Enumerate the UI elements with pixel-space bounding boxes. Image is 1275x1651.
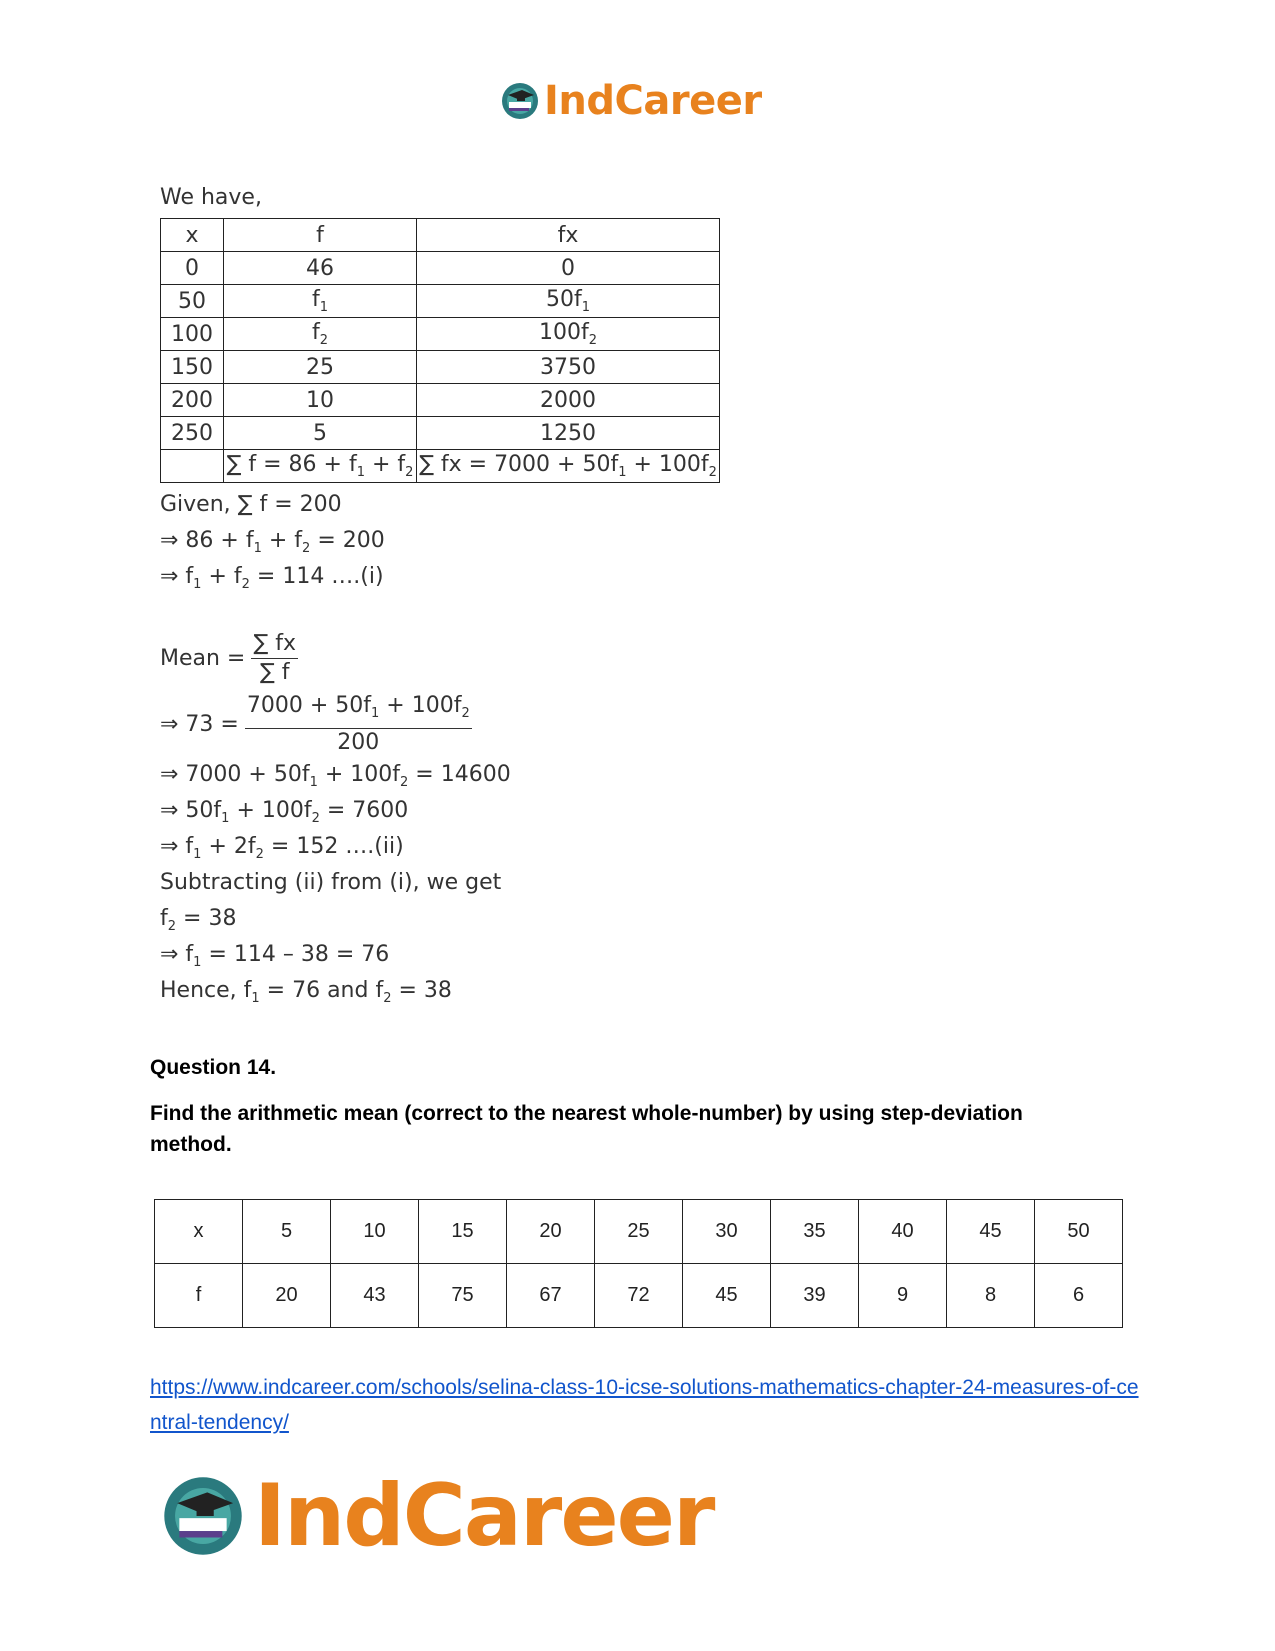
mean-equation-label: ⇒ 73 = bbox=[160, 711, 239, 737]
table-cell: 10 bbox=[224, 384, 417, 417]
frequency-table bbox=[160, 218, 720, 483]
equation-line: ⇒ $f_1 = 114 - 38 = 76$ bbox=[160, 942, 390, 970]
equation-line: ⇒ $f_1 + 2f_2 = 152$ ….(ii) bbox=[160, 834, 404, 862]
graduation-cap-icon bbox=[160, 1473, 246, 1559]
table-cell: $f_2$ bbox=[224, 318, 417, 351]
indcareer-logo-top bbox=[500, 78, 762, 124]
table-header-row bbox=[161, 219, 720, 252]
equation-line: Subtracting (ii) from (i), we get bbox=[160, 870, 502, 895]
table-cell: ∑ $f = 86 + f_1 + f_2$ bbox=[224, 450, 417, 483]
table-cell bbox=[161, 450, 224, 483]
given-equations bbox=[160, 487, 760, 595]
table-cell: 46 bbox=[224, 252, 417, 285]
mean-equation bbox=[160, 691, 760, 757]
equation-line: ⇒ $7000 + 50f_1 + 100f_2 = 14600$ bbox=[160, 762, 511, 790]
table-row bbox=[161, 384, 720, 417]
table-cell: x bbox=[155, 1200, 243, 1264]
mean-formula bbox=[160, 625, 760, 691]
table-cell: 67 bbox=[507, 1264, 595, 1328]
table-cell: 43 bbox=[331, 1264, 419, 1328]
table-row bbox=[161, 417, 720, 450]
table-cell: 200 bbox=[161, 384, 224, 417]
x-row bbox=[155, 1200, 1123, 1264]
table-cell: ∑ fx = $7000 + 50f_1 + 100f_2$ bbox=[417, 450, 720, 483]
table-cell: 100 bbox=[161, 318, 224, 351]
brand-name: IndCareer bbox=[254, 1466, 714, 1566]
mean-fraction bbox=[251, 630, 298, 687]
table-cell: 35 bbox=[771, 1200, 859, 1264]
table-cell: 75 bbox=[419, 1264, 507, 1328]
table-cell: $100f_2$ bbox=[417, 318, 720, 351]
table-cell: 8 bbox=[947, 1264, 1035, 1328]
table-cell: 20 bbox=[243, 1264, 331, 1328]
table-row bbox=[161, 351, 720, 384]
table-cell: 150 bbox=[161, 351, 224, 384]
question-text: Find the arithmetic mean (correct to the nearest whole-number) by using step-deviation method. bbox=[150, 1102, 1023, 1156]
brand-name: IndCareer bbox=[544, 78, 762, 124]
table-cell: 40 bbox=[859, 1200, 947, 1264]
equation-line: ⇒ $f_1 + f_2 = 114$ ….(i) bbox=[160, 564, 384, 592]
equation-line: Hence, $f_1 = 76$ and $f_2 = 38$ bbox=[160, 978, 452, 1006]
equation-line: $f_2 = 38$ bbox=[160, 906, 237, 934]
table-cell: 10 bbox=[331, 1200, 419, 1264]
table-cell: 45 bbox=[947, 1200, 1035, 1264]
mean-numerator: ∑ fx bbox=[251, 630, 298, 659]
source-link[interactable]: https://www.indcareer.com/schools/selina-class-10-icse-solutions-mathematics-chapter-24-measures-of-central-tendency/ bbox=[150, 1376, 1139, 1434]
solution-intro: We have, bbox=[160, 185, 262, 210]
table-row bbox=[161, 318, 720, 351]
mean-equation-fraction bbox=[245, 692, 472, 757]
table-row bbox=[161, 285, 720, 318]
table-cell: f bbox=[155, 1264, 243, 1328]
table-cell: 25 bbox=[595, 1200, 683, 1264]
solution-section bbox=[160, 180, 760, 1009]
table-cell: 30 bbox=[683, 1200, 771, 1264]
table-cell: 5 bbox=[243, 1200, 331, 1264]
table-cell: 9 bbox=[859, 1264, 947, 1328]
mean-equation-denominator: 200 bbox=[337, 729, 380, 755]
table-cell: 3750 bbox=[417, 351, 720, 384]
table-cell: 50 bbox=[161, 285, 224, 318]
question-title: Question 14. bbox=[150, 1056, 277, 1079]
table-cell: 6 bbox=[1035, 1264, 1123, 1328]
indcareer-logo-bottom bbox=[160, 1466, 713, 1566]
equation-line: Given, ∑ f = 200 bbox=[160, 492, 342, 517]
table-cell: x bbox=[161, 219, 224, 252]
table-cell: 2000 bbox=[417, 384, 720, 417]
question-data-table bbox=[154, 1199, 1123, 1328]
mean-label: Mean = bbox=[160, 645, 246, 671]
equation-line: ⇒ $50f_1 + 100f_2 = 7600$ bbox=[160, 798, 409, 826]
table-cell: 250 bbox=[161, 417, 224, 450]
equation-line: ⇒ $86 + f_1 + f_2 = 200$ bbox=[160, 528, 385, 556]
table-cell: 25 bbox=[224, 351, 417, 384]
table-sum-row bbox=[161, 450, 720, 483]
table-cell: fx bbox=[417, 219, 720, 252]
f-row bbox=[155, 1264, 1123, 1328]
table-cell: 39 bbox=[771, 1264, 859, 1328]
table-cell: $50f_1$ bbox=[417, 285, 720, 318]
table-cell: 0 bbox=[417, 252, 720, 285]
table-cell: 50 bbox=[1035, 1200, 1123, 1264]
table-cell: 15 bbox=[419, 1200, 507, 1264]
mean-denominator: ∑ f bbox=[259, 659, 290, 685]
table-cell: $f_1$ bbox=[224, 285, 417, 318]
table-cell: 72 bbox=[595, 1264, 683, 1328]
table-row bbox=[161, 252, 720, 285]
table-cell: 1250 bbox=[417, 417, 720, 450]
table-cell: f bbox=[224, 219, 417, 252]
table-cell: 5 bbox=[224, 417, 417, 450]
solving-steps bbox=[160, 757, 760, 1009]
mean-equation-numerator: $7000 + 50f_1 + 100f_2$ bbox=[245, 692, 472, 729]
table-cell: 45 bbox=[683, 1264, 771, 1328]
graduation-cap-icon bbox=[500, 81, 540, 121]
table-cell: 20 bbox=[507, 1200, 595, 1264]
table-cell: 0 bbox=[161, 252, 224, 285]
